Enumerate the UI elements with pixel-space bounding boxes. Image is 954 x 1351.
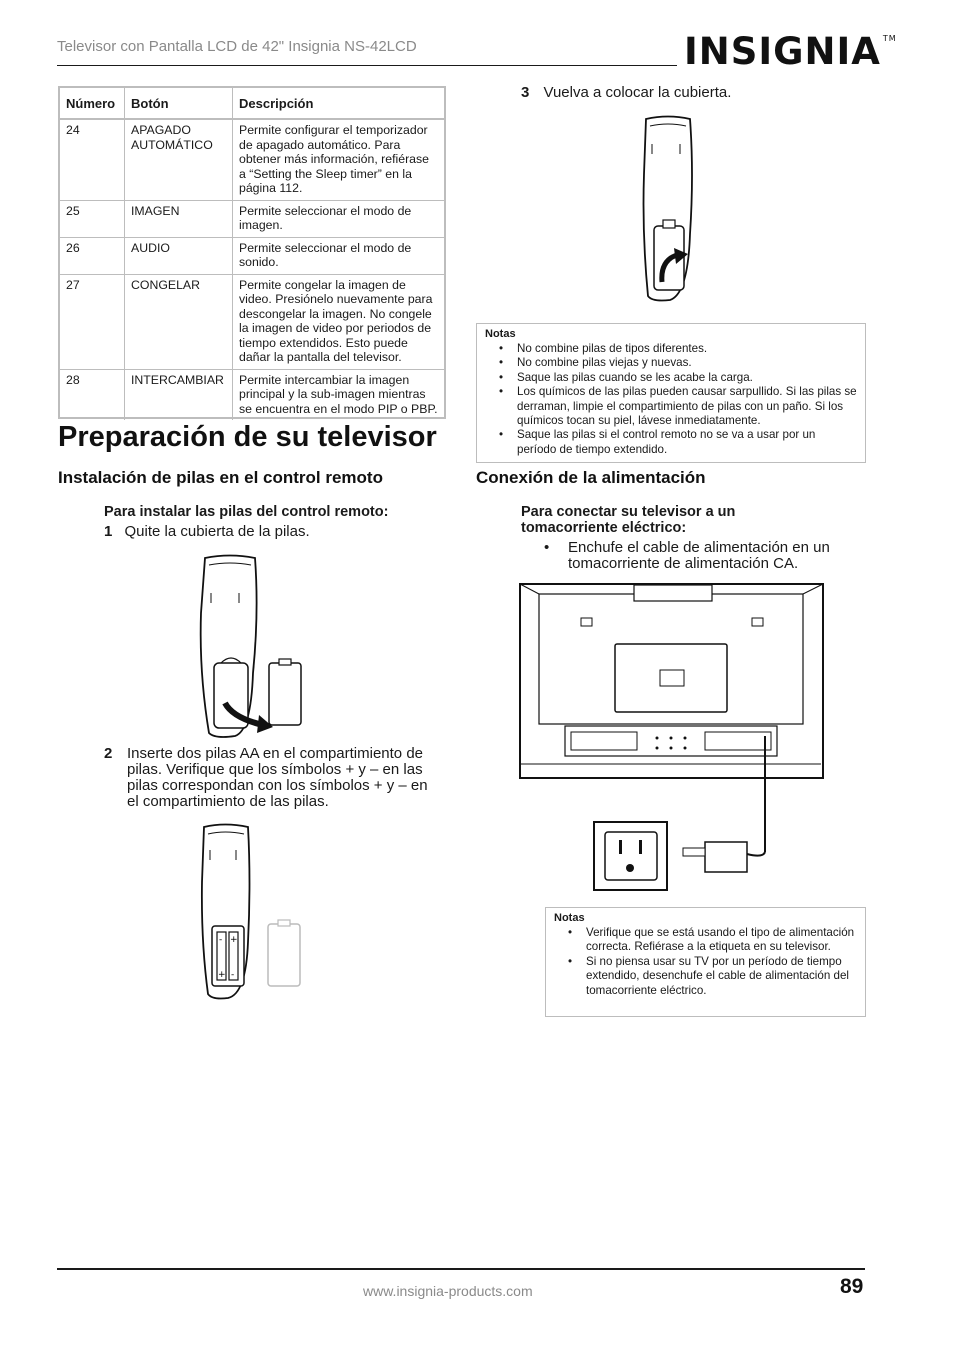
column-header: Número bbox=[60, 88, 125, 119]
step-text-line: el compartimiento de las pilas. bbox=[127, 793, 329, 810]
note-item: • Los químicos de las pilas pueden causar sarpullido. Si las pilas se derraman, limpie el compartimiento de pilas con un paño. Si los químicos tocan su piel, lávese inmediatamente. bbox=[485, 385, 857, 428]
step-2 bbox=[104, 746, 112, 762]
header-title: Televisor con Pantalla LCD de 42" Insignia NS-42LCD bbox=[57, 38, 417, 55]
procedure-title-line: tomacorriente eléctrico: bbox=[521, 520, 687, 536]
row-number: 27 bbox=[60, 274, 125, 369]
row-description: Permite configurar el temporizador de apagado automático. Para obtener más información, refiérase a “Setting the Sleep timer” en la página 112. bbox=[233, 119, 445, 200]
header-rule bbox=[57, 65, 677, 66]
footer-url: www.insignia-products.com bbox=[363, 1283, 533, 1299]
column-header: Descripción bbox=[233, 88, 445, 119]
notes-title: Notas bbox=[485, 328, 516, 340]
step-text-line: pilas correspondan con los símbolos + y – en bbox=[127, 777, 428, 794]
logo-text: INSIGNIA bbox=[684, 30, 881, 73]
svg-text:-: - bbox=[231, 970, 235, 980]
row-description: Permite seleccionar el modo de imagen. bbox=[233, 200, 445, 237]
column-header: Botón bbox=[125, 88, 233, 119]
step-1 bbox=[104, 524, 310, 540]
step-text-line: pilas. Verifique que los símbolos + y – en las bbox=[127, 761, 423, 778]
page-title: Preparación de su televisor bbox=[58, 421, 437, 453]
row-button: IMAGEN bbox=[125, 200, 233, 237]
row-number: 28 bbox=[60, 369, 125, 420]
power-section-heading: Conexión de la alimentación bbox=[476, 468, 706, 487]
table-row bbox=[60, 237, 444, 274]
remote-open-cover-illustration bbox=[195, 553, 310, 743]
svg-text:+: + bbox=[230, 935, 238, 945]
step-text: Vuelva a colocar la cubierta. bbox=[543, 84, 732, 101]
tv-power-connection-illustration bbox=[519, 582, 827, 892]
step-number: 3 bbox=[521, 84, 530, 101]
row-button: CONGELAR bbox=[125, 274, 233, 369]
row-number: 26 bbox=[60, 237, 125, 274]
instruction-line: tomacorriente de alimentación CA. bbox=[568, 555, 799, 572]
row-description: Permite intercambiar la imagen principal y la sub-imagen mientras se encuentra en el modo PIP o PBP. bbox=[233, 369, 445, 420]
table-row bbox=[60, 119, 444, 200]
footer-rule bbox=[57, 1268, 865, 1270]
bullet-glyph: • bbox=[544, 539, 550, 556]
logo-trademark: TM bbox=[882, 33, 897, 43]
notes-title: Notas bbox=[554, 912, 585, 924]
step-3 bbox=[521, 85, 731, 101]
row-description: Permite seleccionar el modo de sonido. bbox=[233, 237, 445, 274]
row-number: 25 bbox=[60, 200, 125, 237]
table-header-row bbox=[60, 88, 444, 119]
row-number: 24 bbox=[60, 119, 125, 200]
step-2-text bbox=[127, 746, 428, 810]
table-row bbox=[60, 274, 444, 369]
power-procedure-title bbox=[521, 504, 735, 536]
note-item: • Verifique que se está usando el tipo de alimentación correcta. Refiérase a la etiqueta en su televisor. bbox=[554, 926, 857, 955]
step-number: 2 bbox=[104, 745, 113, 762]
page-number: 89 bbox=[840, 1275, 864, 1298]
battery-procedure-title: Para instalar las pilas del control remoto: bbox=[104, 504, 389, 520]
button-table bbox=[58, 86, 446, 419]
row-button: APAGADO AUTOMÁTICO bbox=[125, 119, 233, 200]
step-text: Quite la cubierta de la pilas. bbox=[124, 523, 310, 540]
brand-logo bbox=[684, 30, 897, 73]
power-notes bbox=[545, 907, 866, 1017]
note-item: • Si no piensa usar su TV por un período de tiempo extendido, desenchufe el cable de alimentación del tomacorriente eléctrico. bbox=[554, 955, 857, 998]
table-row bbox=[60, 369, 444, 420]
svg-text:-: - bbox=[219, 935, 223, 945]
svg-text:+: + bbox=[218, 970, 226, 980]
row-description: Permite congelar la imagen de video. Presiónelo nuevamente para descongelar la imagen. No congele la imagen de video por periodos de tiempo extendidos. Esto puede dañar la pantalla del televisor. bbox=[233, 274, 445, 369]
note-item: • Saque las pilas cuando se les acabe la carga. bbox=[485, 371, 857, 385]
note-item: • No combine pilas viejas y nuevas. bbox=[485, 356, 857, 370]
row-button: INTERCAMBIAR bbox=[125, 369, 233, 420]
power-instruction bbox=[568, 540, 830, 572]
battery-section-heading: Instalación de pilas en el control remoto bbox=[58, 468, 383, 487]
battery-notes bbox=[476, 323, 866, 463]
note-item: • Saque las pilas si el control remoto no se va a usar por un período de tiempo extendido. bbox=[485, 428, 857, 457]
procedure-title-line: Para conectar su televisor a un bbox=[521, 504, 736, 520]
remote-cover-replaced-illustration bbox=[638, 114, 708, 306]
table-row bbox=[60, 200, 444, 237]
row-button: AUDIO bbox=[125, 237, 233, 274]
step-text-line: Inserte dos pilas AA en el compartimiento de bbox=[127, 745, 424, 762]
remote-batteries-illustration bbox=[198, 822, 308, 1002]
step-number: 1 bbox=[104, 523, 113, 540]
note-item: • No combine pilas de tipos diferentes. bbox=[485, 342, 857, 356]
instruction-line: Enchufe el cable de alimentación en un bbox=[568, 539, 830, 556]
